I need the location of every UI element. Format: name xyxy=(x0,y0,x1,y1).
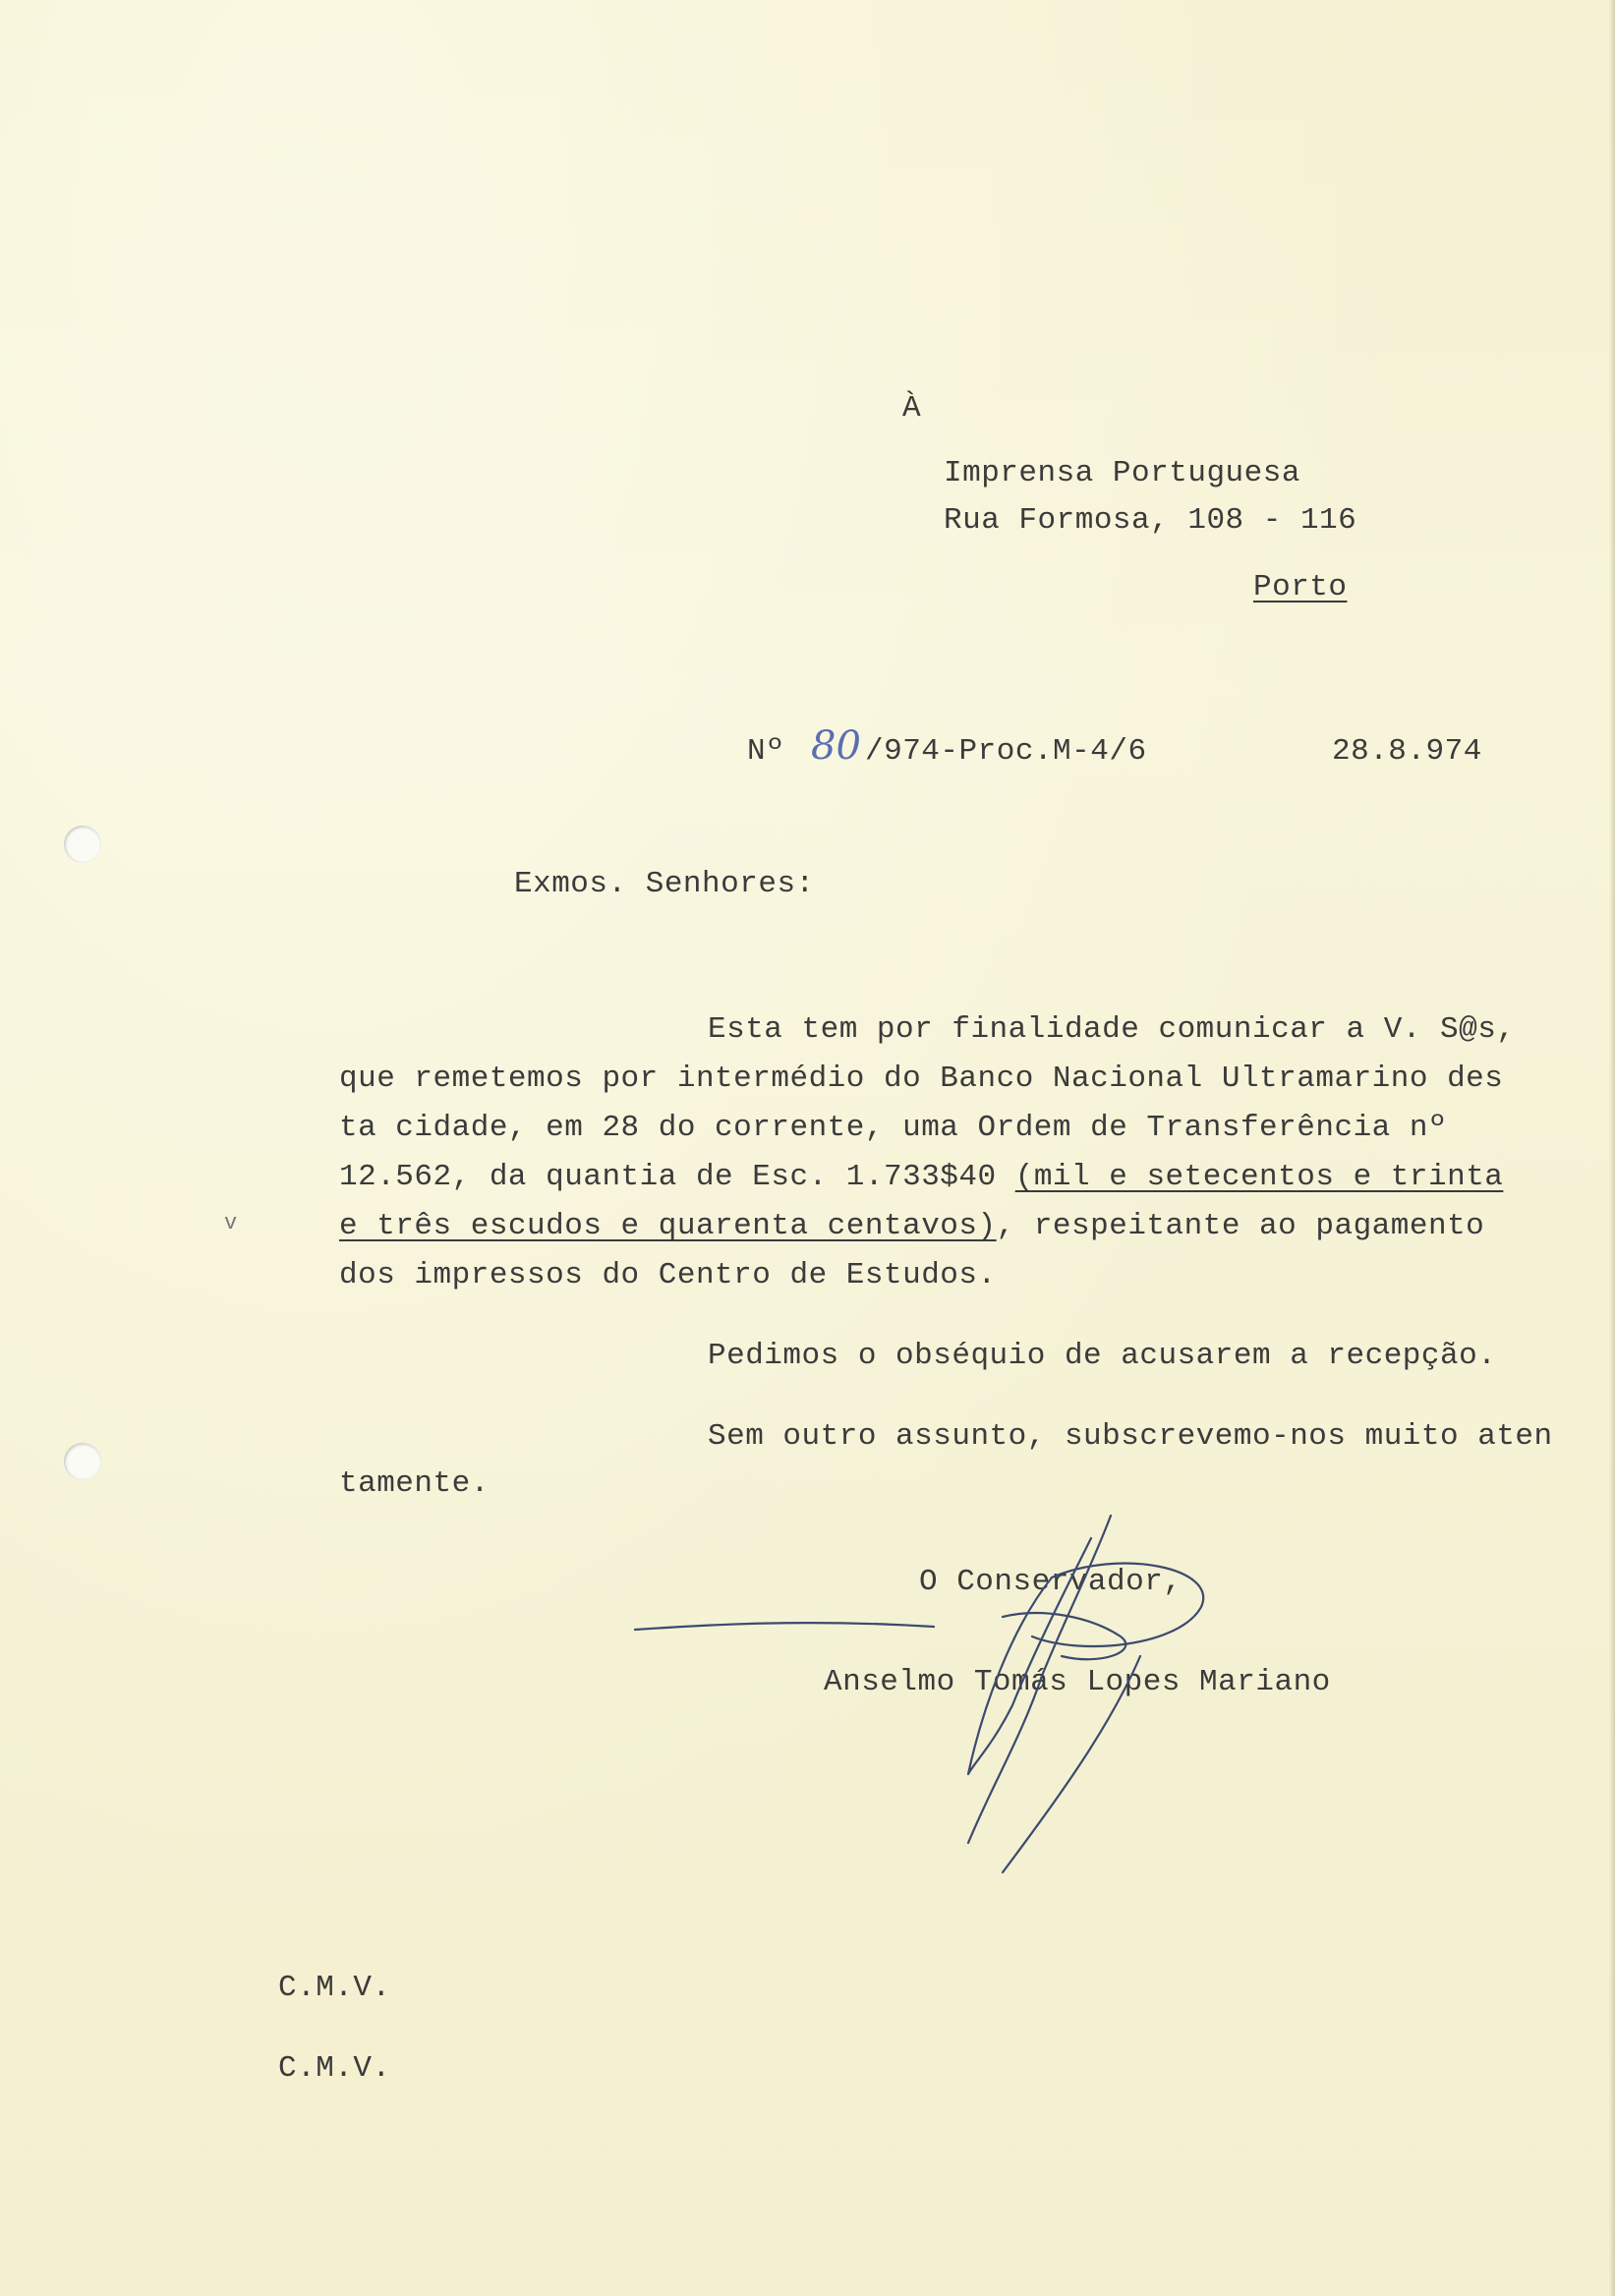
salutation: Exmos. Senhores: xyxy=(514,867,815,901)
body-line-6: dos impressos do Centro de Estudos. xyxy=(339,1258,997,1292)
recipient-street: Rua Formosa, 108 - 116 xyxy=(944,503,1357,538)
amount-words-part-2: e três escudos e quarenta centavos) xyxy=(339,1209,997,1243)
handwritten-signature xyxy=(629,1509,1239,1882)
signatory-name: Anselmo Tomás Lopes Mariano xyxy=(824,1665,1331,1699)
payment-purpose: , respeitante ao pagamento xyxy=(996,1209,1485,1243)
body-line-5 xyxy=(339,1209,1484,1243)
recipient-name: Imprensa Portuguesa xyxy=(944,456,1300,490)
reference-label: Nº xyxy=(747,734,785,769)
closing-line-2: tamente. xyxy=(339,1466,490,1501)
punch-hole-top xyxy=(64,826,101,863)
paper-edge xyxy=(1609,0,1615,2296)
signatory-title: O Conservador, xyxy=(919,1565,1182,1599)
reference-code: /974-Proc.M-4/6 xyxy=(865,734,1147,769)
handwritten-reference-number: 80 xyxy=(811,723,861,769)
body-line-1: Esta tem por finalidade comunicar a V. S@s, xyxy=(708,1012,1516,1047)
body-line-2: que remetemos por intermédio do Banco Nacional Ultramarino des xyxy=(339,1062,1504,1096)
punch-hole-bottom xyxy=(64,1443,101,1480)
request-line: Pedimos o obséquio de acusarem a recepção. xyxy=(708,1339,1497,1373)
recipient-prefix: À xyxy=(902,391,922,426)
letter-date: 28.8.974 xyxy=(1332,734,1482,769)
body-line-4 xyxy=(339,1160,1503,1194)
amount-words-part-1: (mil e setecentos e trinta xyxy=(1014,1160,1504,1194)
recipient-city: Porto xyxy=(1253,570,1348,604)
closing-line-1: Sem outro assunto, subscrevemo-nos muito aten xyxy=(708,1419,1553,1454)
amount-text: 12.562, da quantia de Esc. 1.733$40 xyxy=(339,1160,997,1194)
copy-notation-2: C.M.V. xyxy=(278,2051,391,2086)
margin-mark: v xyxy=(224,1211,238,1235)
body-line-3: ta cidade, em 28 do corrente, uma Ordem de Transferência nº xyxy=(339,1111,1448,1145)
copy-notation-1: C.M.V. xyxy=(278,1971,391,2005)
